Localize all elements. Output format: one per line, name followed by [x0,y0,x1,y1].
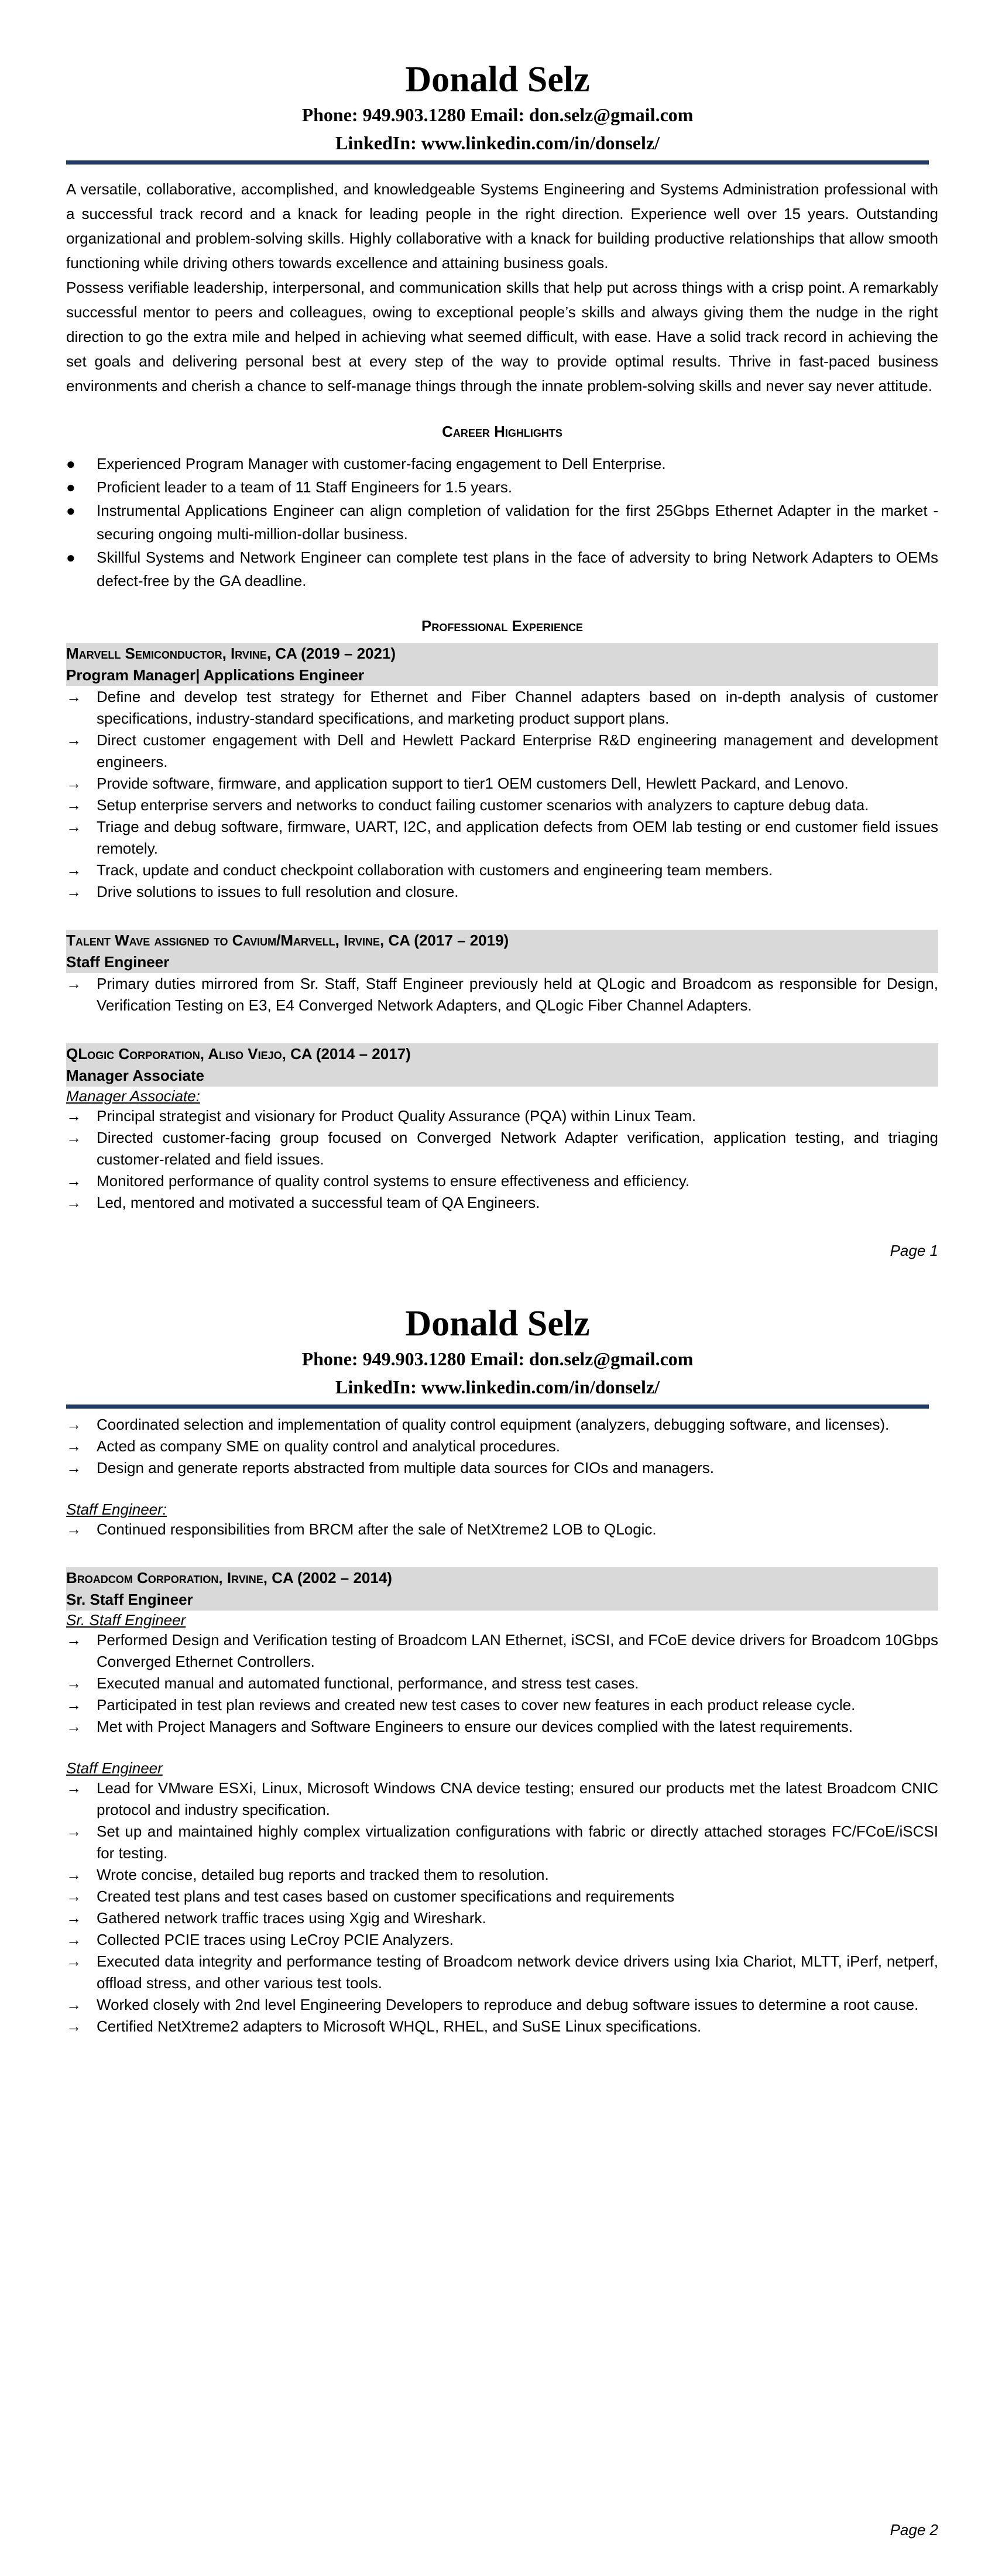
list-item [66,1994,938,2016]
item-text: Continued responsibilities from BRCM after the sale of NetXtreme2 LOB to QLogic. [97,1520,657,1538]
page-1-body [66,177,938,1214]
subrole-label: Staff Engineer: [66,1501,167,1518]
list-item [66,1929,938,1951]
job-header-marvell [66,643,938,686]
list-item [66,1864,938,1886]
list-item [66,1170,938,1192]
arrow-bullet-icon: → [66,796,81,814]
arrow-bullet-icon: → [66,861,81,879]
item-text: Led, mentored and motivated a successful team of QA Engineers. [97,1194,540,1211]
arrow-bullet-icon: → [66,731,81,749]
item-text: Principal strategist and visionary for Product Quality Assurance (PQA) within Linux Team. [97,1107,696,1125]
bullet-icon: ● [66,478,76,496]
arrow-bullet-icon: → [66,1718,81,1735]
page-2 [0,1244,995,2576]
job-title: Staff Engineer [66,953,170,971]
item-text: Provide software, firmware, and application support to tier1 OEM customers Dell, Hewlett Packard, and Lenovo. [97,775,849,792]
summary-paragraph: Possess verifiable leadership, interpersonal, and communication skills that help put across things with a crisp point. A remarkably successful mentor to peers and colleagues, owing to exceptional people’s skills and always giving them the nudge in the right direction to go the extra mile and helped in achieving what seemed difficult, with ease. Have a solid track record in achieving the set goals and delivering personal best at every step of the way to provide optimal results. Thrive in fast-paced business environments and cherish a chance to self-manage things through the innate problem-solving skills and never say never attitude. [66,279,938,395]
list-item [66,859,938,881]
contact-line: Phone: 949.903.1280 Email: don.selz@gmail.com [301,1348,694,1369]
item-text: Triage and debug software, firmware, UART, I2C, and application defects from OEM lab testing or end customer field issues remotely. [97,818,938,857]
job-header-talentwave [66,930,938,973]
arrow-bullet-icon: → [66,688,81,705]
arrow-bullet-icon: → [66,2017,81,2035]
list-item [66,881,938,903]
item-text: Executed manual and automated functional, performance, and stress test cases. [97,1674,639,1692]
header-divider [66,1405,929,1409]
arrow-bullet-icon: → [66,818,81,835]
subrole-label: Staff Engineer [66,1759,163,1777]
subrole-label: Manager Associate: [66,1087,200,1105]
list-item [66,1629,938,1673]
list-item [66,1105,938,1127]
arrow-bullet-icon: → [66,775,81,792]
company-line: Broadcom Corporation, Irvine, CA (2002 – 2014) [66,1569,392,1587]
item-text: Setup enterprise servers and networks to conduct failing customer scenarios with analyzers to capture debug data. [97,796,869,814]
item-text: Set up and maintained highly complex virtualization configurations with fabric or directly attached storages FC/FCoE/iSCSI for testing. [97,1823,938,1862]
page-1 [0,0,995,1259]
candidate-name: Donald Selz [405,60,590,100]
page-2-body [66,1414,938,2037]
header-divider [66,160,929,165]
item-text: Experienced Program Manager with customer-facing engagement to Dell Enterprise. [97,455,666,472]
linkedin-line: LinkedIn: www.linkedin.com/in/donselz/ [335,1376,660,1397]
item-text: Performed Design and Verification testing of Broadcom LAN Ethernet, iSCSI, and FCoE device drivers for Broadcom 10Gbps Converged Ethernet Controllers. [97,1631,938,1670]
list-item [66,1907,938,1929]
item-text: Track, update and conduct checkpoint collaboration with customers and engineering team members. [97,861,773,879]
arrow-bullet-icon: → [66,1172,81,1190]
item-text: Define and develop test strategy for Ethernet and Fiber Channel adapters based on in-depth analysis of customer specifications, industry-standard specifications, and marketing product support plans. [97,688,938,727]
qlogic-staff-duties [66,1519,938,1540]
job-title: Manager Associate [66,1067,205,1084]
summary-paragraph: A versatile, collaborative, accomplished, and knowledgeable Systems Engineering and Systems Administration professional with a successful track record and a knack for leading people in the right direction. Experience well over 15 years. Outstanding organizational and problem-solving skills. Highly collaborative with a knack for building productive relationships that allow smooth functioning while driving others towards excellence and attaining business goals. [66,180,938,272]
qlogic-manager-duties-p1 [66,1105,938,1214]
item-text: Certified NetXtreme2 adapters to Microsoft WHQL, RHEL, and SuSE Linux specifications. [97,2017,702,2035]
list-item [66,1821,938,1864]
item-text: Design and generate reports abstracted from multiple data sources for CIOs and managers. [97,1459,714,1477]
candidate-name: Donald Selz [405,1304,590,1344]
arrow-bullet-icon: → [66,1437,81,1455]
list-item [66,1886,938,1907]
list-item [66,499,938,546]
arrow-bullet-icon: → [66,1866,81,1883]
arrow-bullet-icon: → [66,1107,81,1125]
company-line: Talent Wave assigned to Cavium/Marvell, Irvine, CA (2017 – 2019) [66,931,509,949]
talentwave-duties [66,973,938,1016]
list-item [66,1457,938,1479]
resume-header [0,1244,995,1401]
job-title: Program Manager| Applications Engineer [66,666,365,684]
list-item [66,2016,938,2037]
arrow-bullet-icon: → [66,1823,81,1840]
list-item [66,452,938,475]
list-item [66,1777,938,1821]
marvell-duties [66,686,938,903]
bullet-icon: ● [66,502,76,519]
item-text: Lead for VMware ESXi, Linux, Microsoft Windows CNA device testing; ensured our products met the latest Broadcom CNIC protocol and industry specification. [97,1779,938,1818]
bullet-icon: ● [66,455,76,472]
arrow-bullet-icon: → [66,1931,81,1948]
item-text: Executed data integrity and performance testing of Broadcom network device drivers using Ixia Chariot, MLTT, iPerf, netperf, offload stress, and other various test tools. [97,1952,938,1992]
broadcom-sr-staff-duties [66,1629,938,1738]
list-item [66,1519,938,1540]
item-text: Collected PCIE traces using LeCroy PCIE Analyzers. [97,1931,454,1948]
list-item [66,1951,938,1994]
list-item [66,1694,938,1716]
company-line: Marvell Semiconductor, Irvine, CA (2019 – 2021) [66,645,396,662]
list-item [66,1673,938,1694]
item-text: Skillful Systems and Network Engineer can complete test plans in the face of adversity to bring Network Adapters to OEMs defect-free by the GA deadline. [97,549,938,590]
arrow-bullet-icon: → [66,1129,81,1146]
career-highlights-heading: Career Highlights [442,423,562,440]
arrow-bullet-icon: → [66,883,81,900]
arrow-bullet-icon: → [66,1952,81,1970]
arrow-bullet-icon: → [66,1779,81,1797]
job-header-qlogic [66,1043,938,1087]
item-text: Directed customer-facing group focused on Converged Network Adapter verification, application testing, and triaging customer-related and field issues. [97,1129,938,1168]
list-item [66,1414,938,1436]
item-text: Worked closely with 2nd level Engineering Developers to reproduce and debug software issues to determine a root cause. [97,1996,919,2013]
list-item [66,1127,938,1170]
list-item [66,1716,938,1738]
list-item [66,729,938,773]
list-item [66,475,938,499]
item-text: Gathered network traffic traces using Xgig and Wireshark. [97,1909,486,1927]
arrow-bullet-icon: → [66,1631,81,1649]
arrow-bullet-icon: → [66,1909,81,1927]
arrow-bullet-icon: → [66,1888,81,1905]
list-item [66,816,938,859]
arrow-bullet-icon: → [66,1194,81,1211]
job-header-broadcom [66,1567,938,1611]
item-text: Direct customer engagement with Dell and Hewlett Packard Enterprise R&D engineering management and development engineers. [97,731,938,770]
item-text: Instrumental Applications Engineer can align completion of validation for the first 25Gbps Ethernet Adapter in the market - securing ongoing multi-million-dollar business. [97,502,938,543]
linkedin-line: LinkedIn: www.linkedin.com/in/donselz/ [335,132,660,153]
item-text: Acted as company SME on quality control and analytical procedures. [97,1437,560,1455]
arrow-bullet-icon: → [66,1459,81,1477]
broadcom-staff-duties [66,1777,938,2037]
page-number: Page 1 [890,1242,938,1259]
item-text: Wrote concise, detailed bug reports and tracked them to resolution. [97,1866,549,1883]
resume-header [0,0,995,157]
professional-experience-heading: Professional Experience [421,617,583,635]
item-text: Created test plans and test cases based on customer specifications and requirements [97,1888,675,1905]
item-text: Participated in test plan reviews and created new test cases to cover new features in each product release cycle. [97,1696,856,1714]
bullet-icon: ● [66,549,76,566]
arrow-bullet-icon: → [66,975,81,992]
item-text: Met with Project Managers and Software Engineers to ensure our devices complied with the latest requirements. [97,1718,853,1735]
job-title: Sr. Staff Engineer [66,1591,193,1608]
item-text: Proficient leader to a team of 11 Staff Engineers for 1.5 years. [97,478,513,496]
list-item [66,1192,938,1214]
contact-line: Phone: 949.903.1280 Email: don.selz@gmail.com [301,104,694,125]
arrow-bullet-icon: → [66,1520,81,1538]
item-text: Primary duties mirrored from Sr. Staff, Staff Engineer previously held at QLogic and Broadcom as responsible for Design, Verification Testing on E3, E4 Converged Network Adapters, and QLogic Fiber Channel Adapters. [97,975,938,1014]
qlogic-manager-duties-p2 [66,1414,938,1479]
item-text: Drive solutions to issues to full resolution and closure. [97,883,459,900]
list-item [66,1436,938,1457]
page-number: Page 2 [890,2521,938,2539]
company-line: QLogic Corporation, Aliso Viejo, CA (2014 – 2017) [66,1045,411,1063]
arrow-bullet-icon: → [66,1996,81,2013]
highlights-list [66,452,938,592]
item-text: Coordinated selection and implementation of quality control equipment (analyzers, debugging software, and licenses). [97,1416,890,1433]
list-item [66,773,938,794]
list-item [66,794,938,816]
arrow-bullet-icon: → [66,1416,81,1433]
list-item [66,973,938,1016]
subrole-label: Sr. Staff Engineer [66,1611,186,1629]
arrow-bullet-icon: → [66,1696,81,1714]
list-item [66,686,938,729]
list-item [66,546,938,592]
item-text: Monitored performance of quality control systems to ensure effectiveness and efficiency. [97,1172,690,1190]
arrow-bullet-icon: → [66,1674,81,1692]
